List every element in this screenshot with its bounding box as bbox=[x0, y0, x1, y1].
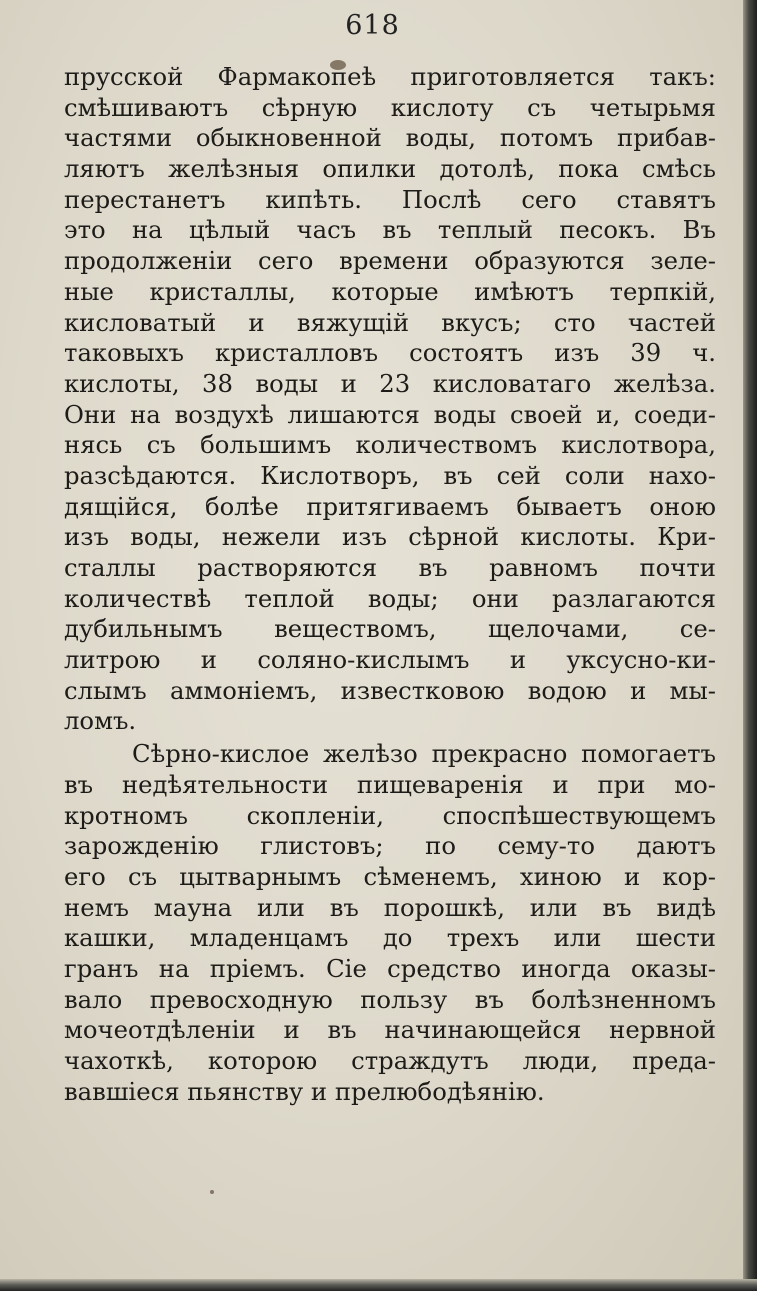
text-line: мочеотдѣленіи и въ начинающейся нервной bbox=[64, 1015, 716, 1045]
text-line: кислоты, 38 воды и 23 кисловатаго желѣза. bbox=[64, 368, 716, 398]
text-line: продолженіи сего времени образуются зеле- bbox=[64, 246, 716, 276]
text-line: гранъ на пріемъ. Сіе средство иногда оказы- bbox=[64, 953, 716, 983]
text-line: количествѣ теплой воды; они разлагаются bbox=[64, 583, 716, 613]
text-line: прусской Фармакопеѣ приготовляется такъ: bbox=[64, 62, 716, 91]
paragraph-2 bbox=[64, 739, 716, 1107]
text-line: смѣшиваютъ сѣрную кислоту съ четырьмя bbox=[64, 92, 716, 122]
text-line: частями обыкновенной воды, потомъ прибав- bbox=[64, 123, 716, 153]
text-line: ляютъ желѣзныя опилки дотолѣ, пока смѣсь bbox=[64, 154, 716, 184]
text-line: разсѣдаются. Кислотворъ, въ сей соли нахо- bbox=[64, 460, 716, 490]
text-line: зарожденію глистовъ; по сему-то даютъ bbox=[64, 831, 716, 861]
text-line: литрою и соляно-кислымъ и уксусно-ки- bbox=[64, 645, 716, 675]
page-number: 618 bbox=[345, 10, 400, 41]
text-line: сталлы растворяются въ равномъ почти bbox=[64, 553, 716, 582]
text-line: слымъ аммоніемъ, известковою водою и мы- bbox=[64, 675, 716, 705]
text-line: нясь съ большимъ количествомъ кислотвора, bbox=[64, 430, 716, 460]
text-line: ные кристаллы, которые имѣютъ терпкій, bbox=[64, 276, 716, 306]
text-line: его съ цытварнымъ сѣменемъ, хиною и кор- bbox=[64, 861, 716, 891]
text-line: это на цѣлый часъ въ теплый песокъ. Въ bbox=[64, 215, 716, 245]
text-line: въ недѣятельности пищеваренія и при мо- bbox=[64, 769, 716, 799]
text-line: кротномъ скопленіи, споспѣшествующемъ bbox=[64, 800, 716, 830]
text-line: вавшіеся пьянству и прелюбодѣянію. bbox=[64, 1076, 545, 1106]
text-line: немъ мауна или въ порошкѣ, или въ видѣ bbox=[64, 892, 716, 922]
text-line: вало превосходную пользу въ болѣзненномъ bbox=[64, 984, 716, 1014]
paragraph-1 bbox=[64, 62, 716, 737]
ink-dot-bottom bbox=[210, 1190, 214, 1194]
book-edge-shadow bbox=[743, 0, 757, 1291]
book-bottom-shadow bbox=[0, 1279, 757, 1291]
text-line: дящійся, болѣе притягиваемъ бываетъ оною bbox=[64, 491, 716, 521]
text-line: кисловатый и вяжущій вкусъ; сто частей bbox=[64, 307, 716, 337]
text-line: Они на воздухѣ лишаются воды своей и, соеди- bbox=[64, 399, 716, 429]
text-line: ломъ. bbox=[64, 706, 137, 736]
text-line: перестанетъ кипѣть. Послѣ сего ставятъ bbox=[64, 184, 716, 214]
text-line: чахоткѣ, которою страждутъ люди, преда- bbox=[64, 1046, 716, 1075]
text-line: Сѣрно-кислое желѣзо прекрасно помогаетъ bbox=[132, 739, 716, 769]
text-line: кашки, младенцамъ до трехъ или шести bbox=[64, 923, 716, 953]
text-line: дубильнымъ веществомъ, щелочами, се- bbox=[64, 614, 716, 644]
text-line: изъ воды, нежели изъ сѣрной кислоты. Кри- bbox=[64, 522, 716, 552]
text-line: таковыхъ кристалловъ состоятъ изъ 39 ч. bbox=[64, 338, 716, 368]
body-text bbox=[64, 62, 716, 1107]
